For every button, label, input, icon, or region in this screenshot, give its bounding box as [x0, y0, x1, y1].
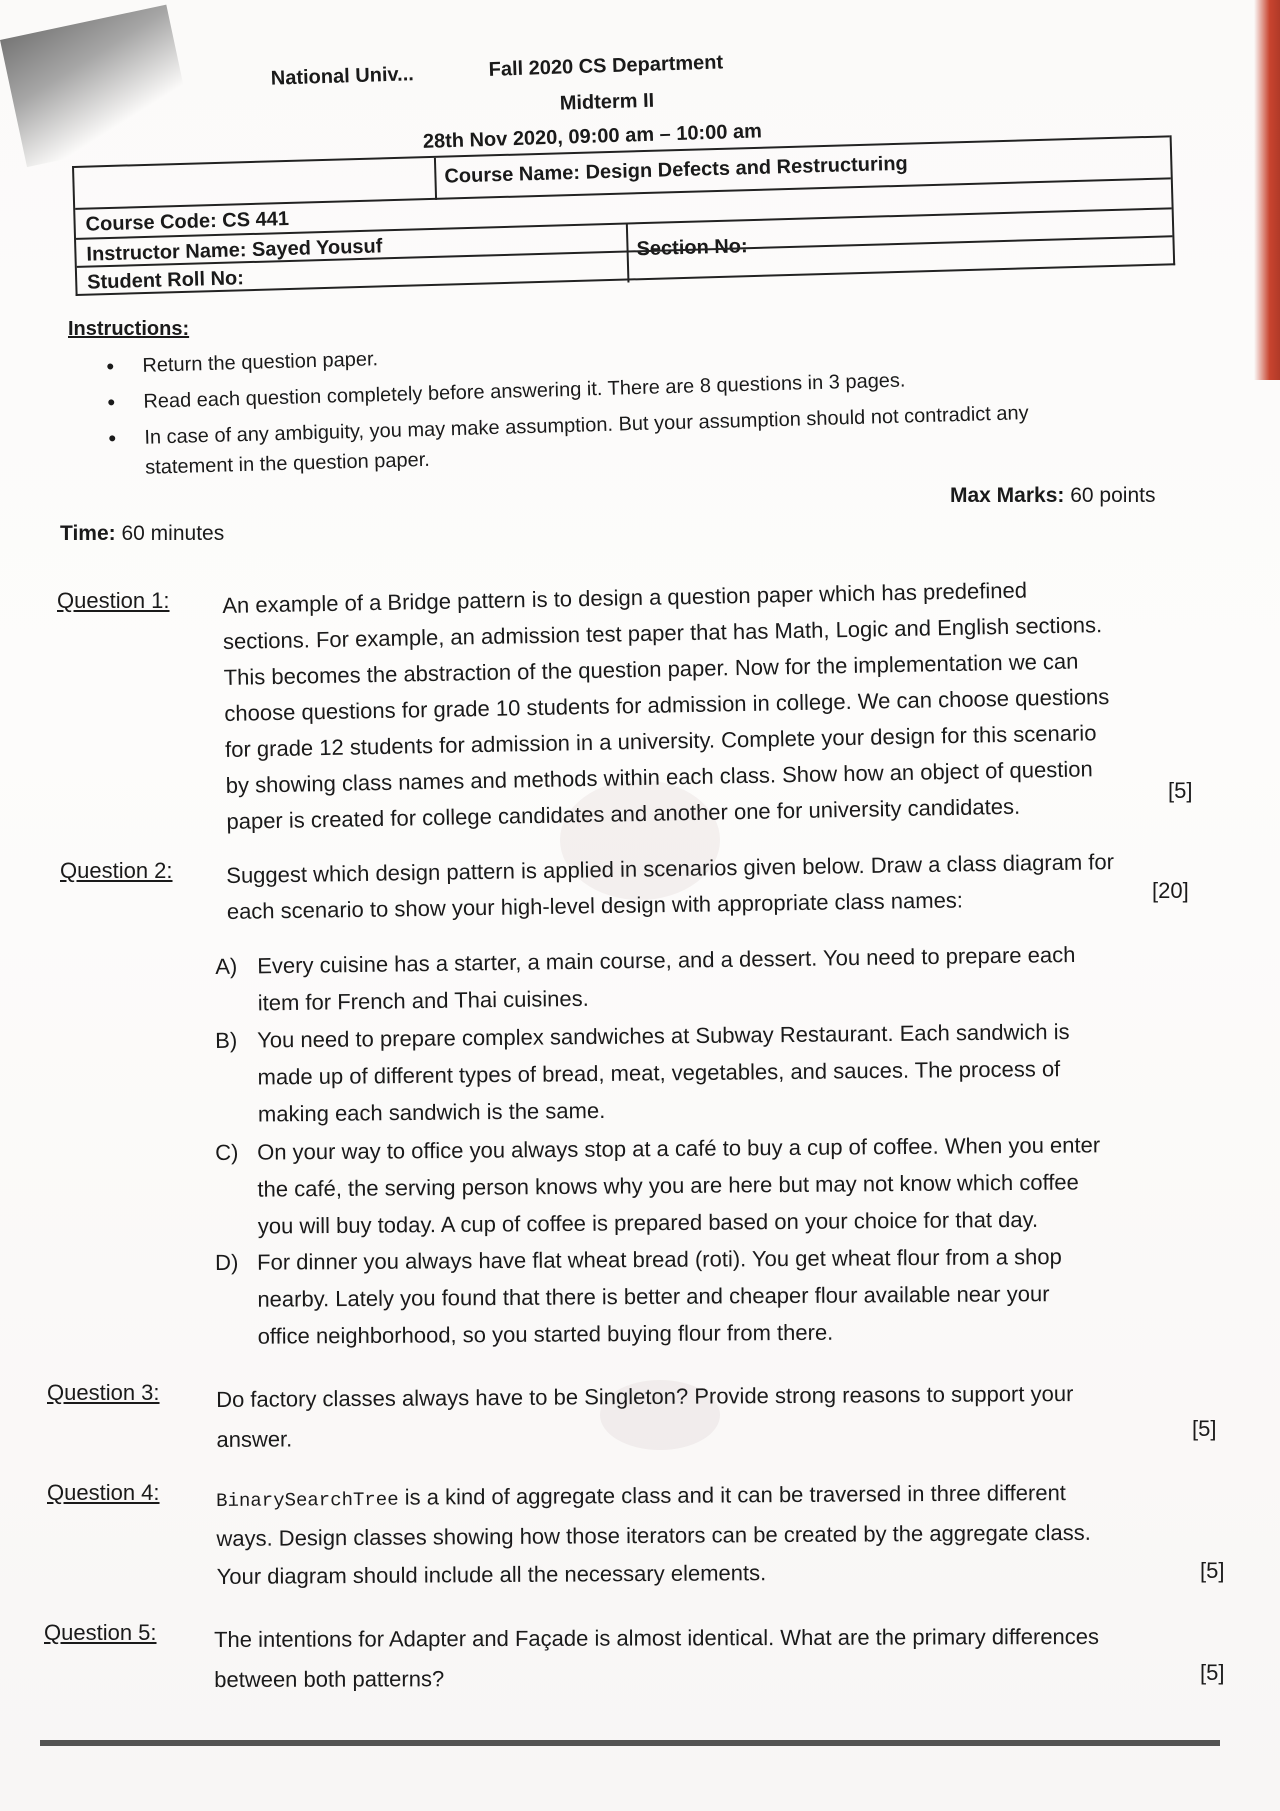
question-marks: [20]: [1152, 878, 1189, 903]
question-text: [216, 1474, 1117, 1596]
text-line: The intentions for Adapter and Façade is almost identical. What are the primary differences: [214, 1623, 1100, 1652]
instructor-name: Instructor Name: Sayed Yousuf: [86, 235, 383, 266]
text-line: nearby. Lately you found that there is better and cheaper flour available near your: [257, 1281, 1050, 1312]
text-line: between both patterns?: [214, 1666, 445, 1692]
text-line: office neighborhood, so you started buying flour from there.: [257, 1319, 834, 1349]
text-line: Do factory classes always have to be Singleton? Provide strong reasons to support your: [216, 1381, 1074, 1412]
text-line: You need to prepare complex sandwiches at Subway Restaurant. Each sandwich is: [257, 1019, 1070, 1053]
part-label: A): [215, 953, 238, 979]
text-line: for grade 12 students for admission in a university. Complete your design for this scenario: [224, 720, 1097, 762]
question-text: [214, 1617, 1114, 1700]
part-text: [257, 934, 1188, 1021]
text-line: [216, 1474, 1116, 1520]
text-line: ways. Design classes showing how those iterators can be created by the aggregate class.: [216, 1519, 1091, 1551]
text-fragment: is a kind of aggregate class and it can be traversed in three different: [398, 1480, 1066, 1510]
bullet-icon: •: [107, 389, 116, 415]
paper-edge-right: [1254, 0, 1280, 380]
question-marks: [5]: [1200, 1660, 1225, 1685]
course-name: Course Name: Design Defects and Restructuring: [444, 152, 909, 188]
text-line: the café, the serving person knows why you are here but may not know which coffee: [257, 1169, 1079, 1202]
bullet-icon: •: [108, 425, 117, 451]
instruction-text: Read each question completely before answering it. There are 8 questions in 3 pages.: [143, 369, 906, 413]
question-marks: [5]: [1192, 1416, 1217, 1441]
question-label: Question 5:: [44, 1620, 157, 1645]
section-no: Section No:: [636, 235, 748, 261]
instruction-text: statement in the question paper.: [144, 448, 431, 479]
page-bottom-rule: [40, 1740, 1220, 1746]
max-marks-label: Max Marks:: [950, 484, 1065, 507]
text-line: Suggest which design pattern is applied in scenarios given below. Draw a class diagram for: [226, 849, 1115, 888]
text-line: you will buy today. A cup of coffee is prepared based on your choice for that day.: [257, 1206, 1039, 1239]
text-line: choose questions for grade 10 students for admission in college. We can choose questions: [224, 683, 1110, 726]
question-label: Question 2:: [60, 858, 173, 883]
text-line: Your diagram should include all the necessary elements.: [216, 1560, 767, 1589]
question-marks: [5]: [1200, 1558, 1225, 1583]
text-line: each scenario to show your high-level design with appropriate class names:: [226, 887, 964, 924]
question-label: Question 1:: [57, 588, 170, 613]
time-label: Time:: [60, 522, 116, 545]
class-name-code: BinarySearchTree: [216, 1488, 399, 1512]
question-label: Question 4:: [47, 1480, 160, 1505]
text-line: On your way to office you always stop at a café to buy a cup of coffee. When you enter: [257, 1132, 1101, 1165]
bullet-icon: •: [106, 353, 115, 379]
part-label: C): [215, 1139, 239, 1165]
max-marks-value: 60 points: [1070, 484, 1156, 507]
text-line: This becomes the abstraction of the question paper. Now for the implementation we can: [223, 648, 1079, 690]
question-marks: [5]: [1168, 778, 1193, 803]
text-line: For dinner you always have flat wheat bread (roti). You get wheat flour from a shop: [257, 1244, 1062, 1275]
text-line: made up of different types of bread, meat, vegetables, and sauces. The process of: [257, 1056, 1061, 1090]
exam-title: Midterm II: [559, 89, 655, 115]
exam-date-time: 28th Nov 2020, 09:00 am – 10:00 am: [422, 120, 763, 153]
question-2-part-a: [215, 934, 1195, 1016]
text-line: making each sandwich is the same.: [257, 1097, 606, 1127]
instruction-text: In case of any ambiguity, you may make assumption. But your assumption should not contradict any: [144, 402, 1029, 449]
text-line: An example of a Bridge pattern is to design a question paper which has predefined: [222, 577, 1028, 618]
time-value: 60 minutes: [121, 522, 225, 545]
course-code: Course Code: CS 441: [85, 207, 290, 236]
department-title: Fall 2020 CS Department: [488, 51, 724, 81]
instruction-text: Return the question paper.: [142, 348, 379, 377]
table-divider: [434, 158, 437, 200]
text-line: Every cuisine has a starter, a main course, and a dessert. You need to prepare each: [257, 941, 1076, 979]
text-line: by showing class names and methods within each class. Show how an object of question: [225, 756, 1093, 798]
question-text: [216, 1374, 1117, 1460]
max-marks: [950, 484, 1155, 508]
exam-time: [60, 522, 224, 546]
instructions-heading: Instructions:: [68, 318, 190, 340]
part-label: D): [215, 1249, 239, 1275]
part-text: [257, 1126, 1188, 1245]
student-roll-no: Student Roll No:: [86, 267, 245, 294]
question-label: Question 3:: [47, 1380, 160, 1405]
text-line: paper is created for college candidates and another one for university candidates.: [226, 793, 1021, 834]
question-text: [226, 844, 1127, 930]
course-info-table: [72, 135, 1175, 296]
text-line: sections. For example, an admission test paper that has Math, Logic and English sections.: [222, 612, 1103, 654]
part-text: [257, 1237, 1188, 1354]
text-line: answer.: [216, 1426, 293, 1452]
part-text: [257, 1012, 1188, 1133]
question-text: [222, 571, 1127, 840]
part-label: B): [215, 1027, 238, 1053]
paper-shadow-left: [0, 5, 193, 168]
university-name: National Univ...: [270, 63, 415, 90]
instructions-list: [100, 322, 1183, 490]
text-line: item for French and Thai cuisines.: [257, 985, 589, 1016]
